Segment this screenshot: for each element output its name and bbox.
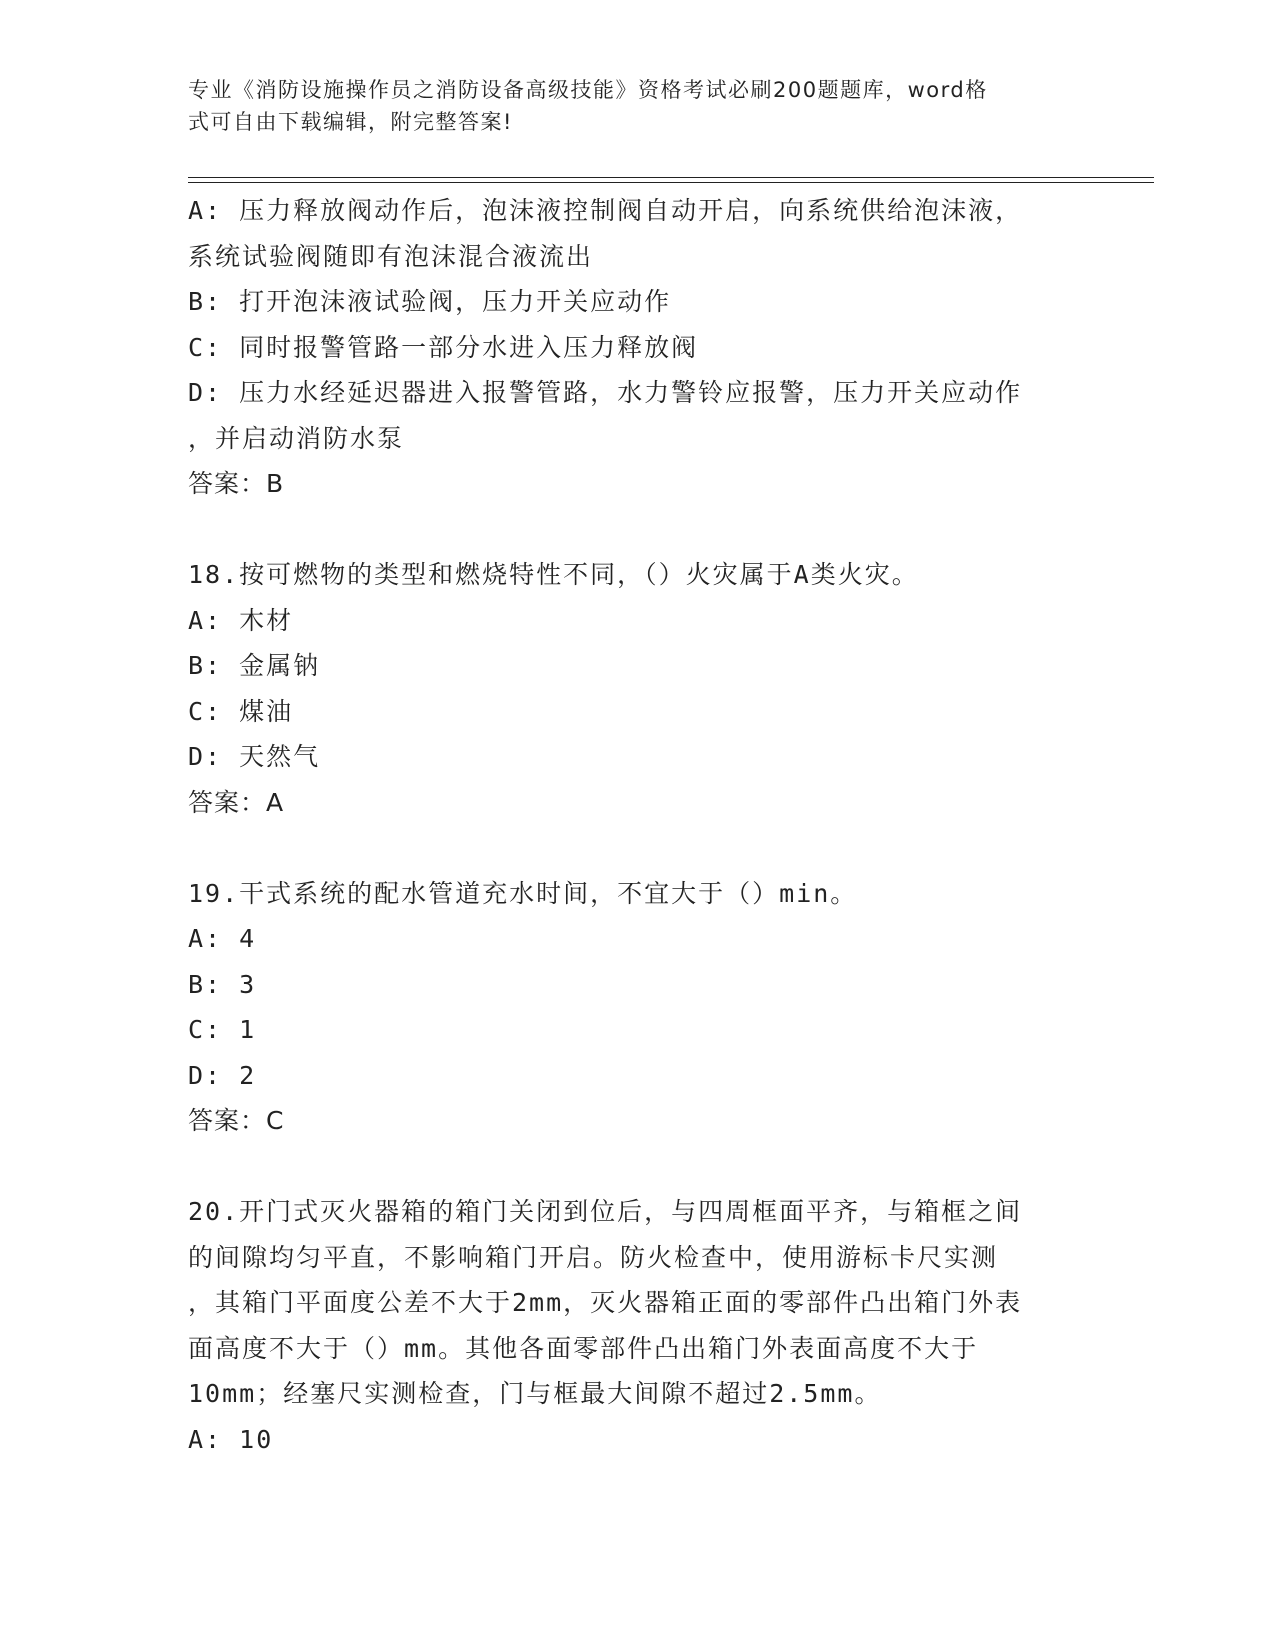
option-d: D: 2: [188, 1060, 257, 1090]
option-b: B: 打开泡沫液试验阀，压力开关应动作: [188, 287, 672, 316]
spacer: [188, 1144, 1108, 1190]
question-17-tail: [188, 188, 1108, 507]
header-rule-bottom: [188, 182, 1154, 183]
option-b: B: 3: [188, 969, 257, 999]
option-c: C: 煤油: [188, 696, 294, 726]
option-a-line-2: 系统试验阀随即有泡沫混合液流出: [188, 241, 594, 271]
option-b: B: 金属钠: [188, 651, 321, 680]
header-line-1: 专业《消防设施操作员之消防设备高级技能》资格考试必刷200题题库，word格: [188, 78, 988, 102]
option-d-line-2: ，并启动消防水泵: [188, 423, 405, 453]
document-header: [188, 74, 1068, 138]
spacer: [188, 825, 1108, 871]
document-body: [188, 188, 1108, 1462]
option-a: A: 木材: [188, 605, 294, 635]
header-line-2: 式可自由下载编辑，附完整答案!: [188, 110, 513, 134]
question-stem-line-5: 10mm；经塞尺实测检查，门与框最大间隙不超过2.5mm。: [188, 1379, 882, 1408]
question-stem-line-4: 面高度不大于（）mm。其他各面零部件凸出箱门外表面高度不大于: [188, 1333, 979, 1363]
option-a: A: 10: [188, 1424, 274, 1454]
question-stem-line-1: 20.开门式灭火器箱的箱门关闭到位后，与四周框面平齐，与箱框之间: [188, 1197, 1023, 1226]
question-stem: 19.干式系统的配水管道充水时间，不宜大于（）min。: [188, 878, 858, 908]
option-c: C: 1: [188, 1015, 257, 1044]
answer: 答案：C: [188, 1106, 285, 1135]
answer: 答案：B: [188, 469, 285, 498]
option-d-line-1: D: 压力水经延迟器进入报警管路，水力警铃应报警，压力开关应动作: [188, 378, 1023, 407]
question-18: [188, 552, 1108, 825]
question-19: [188, 871, 1108, 1144]
question-20: [188, 1189, 1108, 1462]
question-stem: 18.按可燃物的类型和燃烧特性不同，（）火灾属于A类火灾。: [188, 560, 919, 589]
option-a: A: 4: [188, 924, 257, 953]
header-rule-top: [188, 177, 1154, 178]
option-c: C: 同时报警管路一部分水进入压力释放阀: [188, 332, 699, 362]
option-a-line-1: A: 压力释放阀动作后，泡沫液控制阀自动开启，向系统供给泡沫液，: [188, 196, 1023, 225]
answer: 答案：A: [188, 787, 285, 817]
question-stem-line-2: 的间隙均匀平直，不影响箱门开启。防火检查中，使用游标卡尺实测: [188, 1242, 999, 1272]
question-stem-line-3: ，其箱门平面度公差不大于2mm，灭火器箱正面的零部件凸出箱门外表: [188, 1288, 1023, 1317]
spacer: [188, 507, 1108, 553]
option-d: D: 天然气: [188, 742, 321, 771]
